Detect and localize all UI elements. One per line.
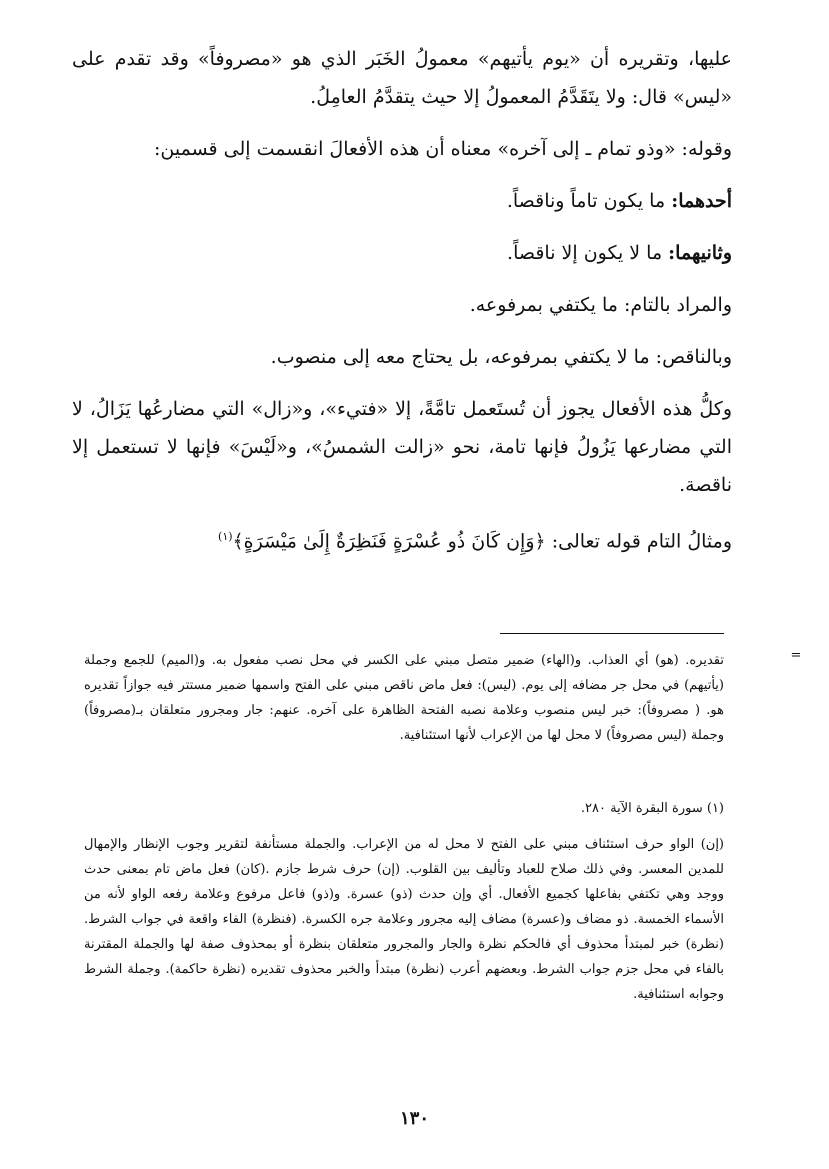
- footnote-grammar-text: (إن) الواو حرف استئناف مبني على الفتح لا محل له من الإعراب. والجملة مستأنفة لتقرير وجوب الإنظار والإمهال للمدين المعسر. وفي ذلك صلاح للعباد وتأليف بين القلوب. (إن) حرف شرط جازم .(كان) فعل ماض تام بمعنى حدث ووجد وهي تكتفي بفاعلها كجميع الأفعال. أي وإن حدث (ذو) عسرة. و(ذو) فاعل مرفوع وعلامة رفعه الواو لأنه من الأسماء الخمسة. ذو مضاف و(عسرة) مضاف إليه مجرور وعلامة جره الكسرة. (فنظرة) الفاء واقعة في جواب الشرط. (نظرة) خبر لمبتدأ محذوف أي فالحكم نظرة والجار والمجرور متعلقان بنظرة أو بمحذوف صفة لها والجملة المقترنة بالفاء في محل جزم جواب الشرط. وبعضهم أعرب (نظرة) مبتدأ والخبر محذوف تقديره (نظرة حاكمة). وجملة الشرط وجوابه استئنافية.: [84, 837, 724, 1002]
- footnote-1: [84, 796, 724, 821]
- page-number: ١٣٠: [399, 1108, 429, 1129]
- list-item-2: [72, 234, 732, 272]
- paragraph-4: وبالناقص: ما لا يكتفي بمرفوعه، بل يحتاج معه إلى منصوب.: [270, 346, 732, 368]
- paragraph-2: وقوله: «وذو تمام ـ إلى آخره» معناه أن هذه الأفعالَ انقسمت إلى قسمين:: [154, 138, 732, 160]
- footnote-1-text: (١) سورة البقرة الآية ٢٨٠.: [580, 801, 724, 816]
- footnote-continuation: [84, 648, 802, 748]
- main-text: [72, 40, 732, 560]
- paragraph-1: عليها، وتقريره أن «يوم يأتيهم» معمولُ الخَبَر الذي هو «مصروفاً» وقد تقدم على «ليس» قال: ولا يتَقَدَّمُ المعمولُ إلا حيث يتقدَّمُ العامِلُ.: [72, 48, 732, 108]
- footnote-grammar-analysis: [84, 832, 724, 1007]
- footnote-continuation-text: تقديره. (هو) أي العذاب. و(الهاء) ضمير متصل مبني على الكسر في محل نصب مفعول به. و(الميم) للجمع وجملة (يأتيهم) في محل جر مضافه إلى يوم. (ليس): فعل ماض ناقص مبني على الفتح واسمها ضمير مستتر فيه جوازاً تقديره هو. ( مصروفاً): خبر ليس منصوب وعلامة نصبه الفتحة الظاهرة على آخره. عنهم: جار ومجرور متعلقان بـ(مصروفاً) وجملة (ليس مصروفاً) لا محل لها من الإعراب لأنها استئنافية.: [84, 653, 724, 743]
- list-item-2-text: ما لا يكون إلا ناقصاً.: [507, 242, 663, 264]
- list-item-2-label: وثانيهما:: [668, 242, 732, 264]
- continuation-marker: =: [790, 648, 802, 663]
- footnote-reference[interactable]: (١): [218, 530, 233, 543]
- quran-verse: ﴿وَإِن كَانَ ذُو عُسْرَةٍ فَنَظِرَةٌ إِلَىٰ مَيْسَرَةٍ﴾: [232, 530, 546, 553]
- paragraph-3: والمراد بالتام: ما يكتفي بمرفوعه.: [469, 294, 732, 316]
- list-item-1-label: أحدهما:: [671, 190, 732, 212]
- paragraph-5: وكلُّ هذه الأفعال يجوز أن تُستَعمل تامَّةً، إلا «فتيء»، و«زال» التي مضارعُها يَزَالُ، لا التي مضارعها يَزُولُ فإنها تامة، نحو «زالت الشمسُ»، و«لَيْسَ» فإنها لا تستعمل إلا ناقصة.: [72, 398, 732, 496]
- list-item-1-text: ما يكون تاماً وناقصاً.: [506, 190, 666, 212]
- paragraph-6: [72, 518, 732, 560]
- paragraph-6-lead: ومثالُ التام قوله تعالى:: [551, 530, 732, 553]
- footnote-separator: [500, 633, 724, 634]
- list-item-1: [72, 182, 732, 220]
